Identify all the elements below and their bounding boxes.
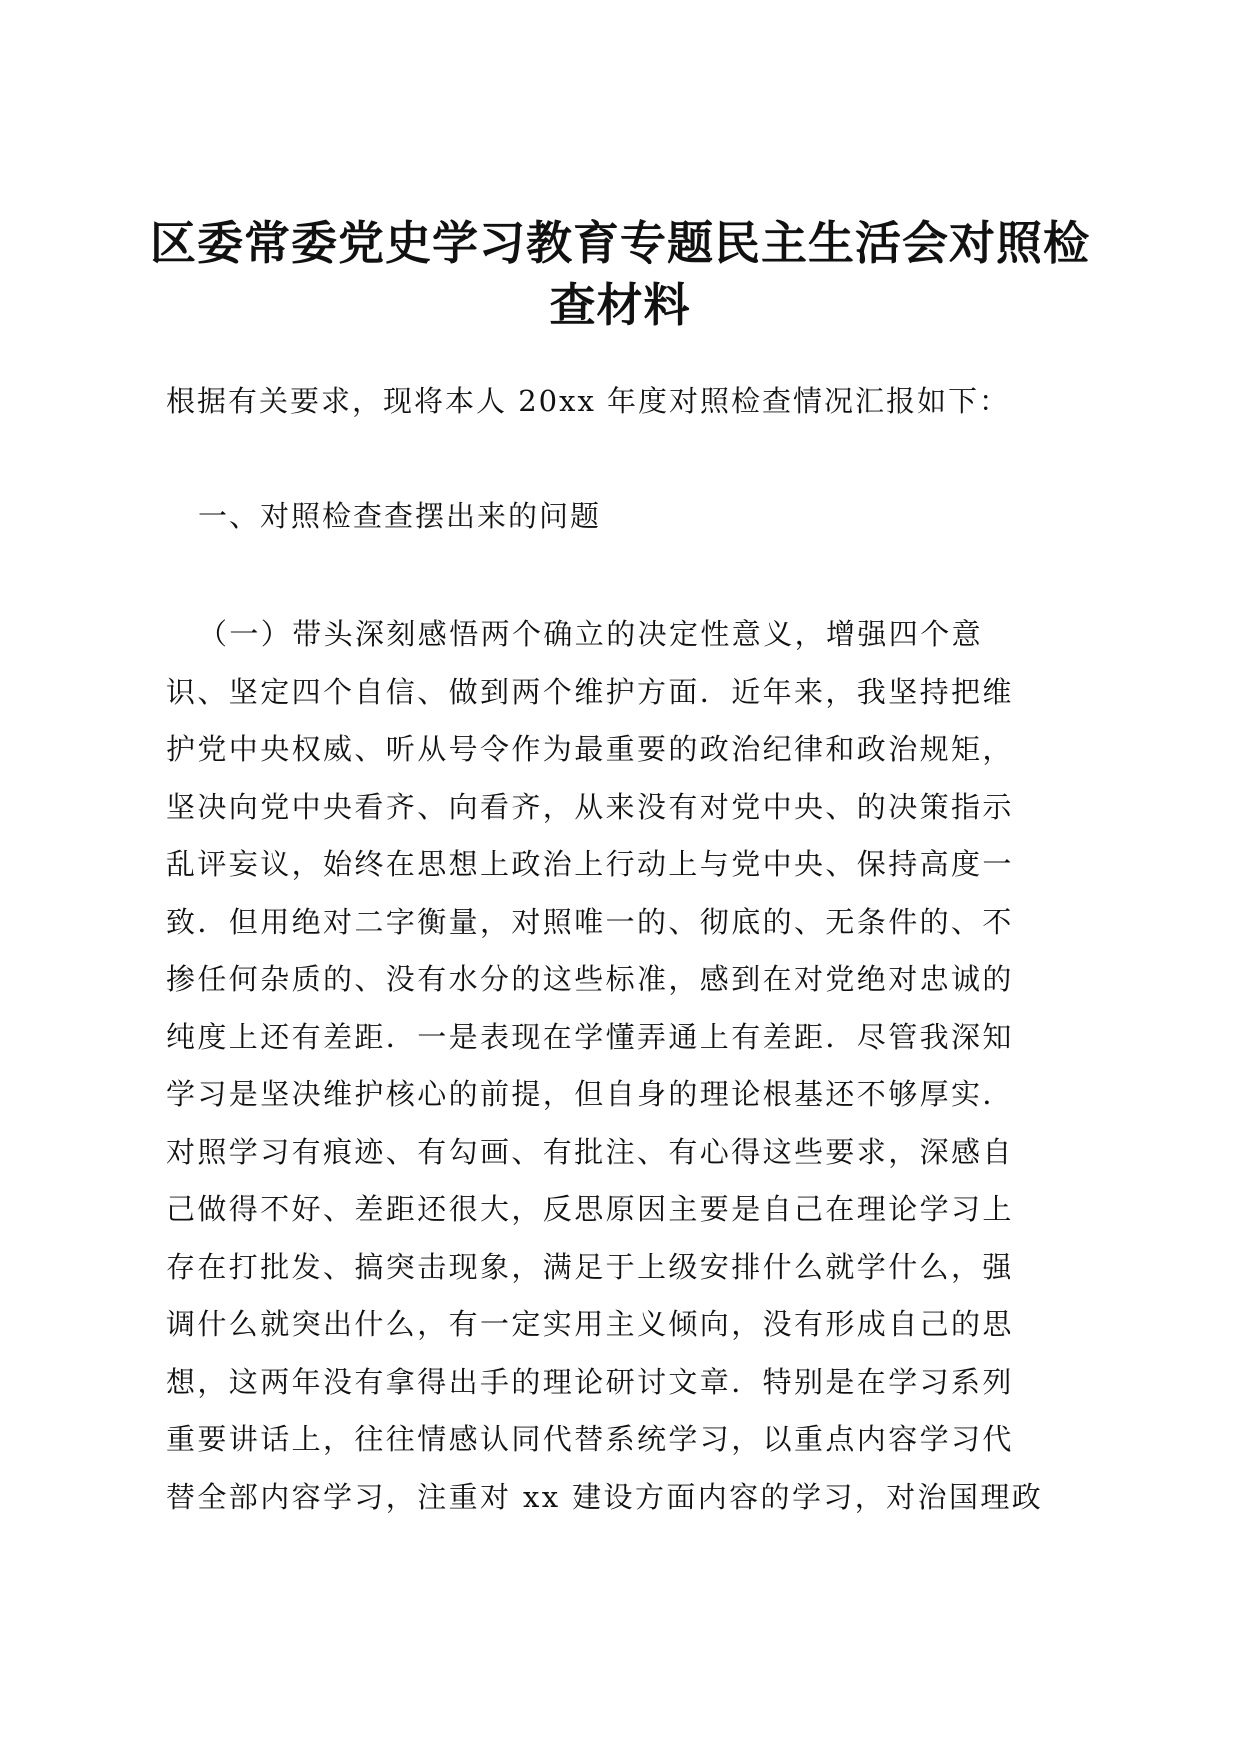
title-line-1: 区委常委党史学习教育专题民主生活会对照检 xyxy=(150,216,1090,270)
paragraph-line: 重要讲话上，往往情感认同代替系统学习，以重点内容学习代 xyxy=(166,1422,1014,1456)
paragraph-line: 识、坚定四个自信、做到两个维护方面．近年来，我坚持把维 xyxy=(166,674,1014,709)
paragraph-line: 坚决向党中央看齐、向看齐，从来没有对党中央、的决策指示 xyxy=(166,789,1014,824)
paragraph-line: （一）带头深刻感悟两个确立的决定性意义，增强四个意 xyxy=(198,617,984,651)
paragraph-line: 替全部内容学习，注重对 xx 建设方面内容的学习，对治国理政 xyxy=(166,1479,1044,1514)
section-heading: 一、对照检查查摆出来的问题 xyxy=(198,499,602,533)
title-line-2: 查材料 xyxy=(549,278,691,332)
paragraph-line: 纯度上还有差距．一是表现在学懂弄通上有差距．尽管我深知 xyxy=(166,1019,1014,1054)
paragraph-line: 致．但用绝对二字衡量，对照唯一的、彻底的、无条件的、不 xyxy=(166,904,1014,939)
body-paragraph xyxy=(166,606,1086,1526)
paragraph-line: 护党中央权威、听从号令作为最重要的政治纪律和政治规矩， xyxy=(166,732,1014,766)
intro-paragraph: 根据有关要求，现将本人 20xx 年度对照检查情况汇报如下： xyxy=(166,384,1011,418)
paragraph-line: 学习是坚决维护核心的前提，但自身的理论根基还不够厚实． xyxy=(166,1077,1014,1111)
paragraph-line: 想，这两年没有拿得出手的理论研讨文章．特别是在学习系列 xyxy=(166,1364,1014,1399)
paragraph-line: 存在打批发、搞突击现象，满足于上级安排什么就学什么，强 xyxy=(166,1249,1014,1284)
paragraph-line: 调什么就突出什么，有一定实用主义倾向，没有形成自己的思 xyxy=(166,1307,1014,1341)
paragraph-line: 对照学习有痕迹、有勾画、有批注、有心得这些要求，深感自 xyxy=(166,1134,1014,1169)
document-title xyxy=(140,212,1100,336)
paragraph-line: 己做得不好、差距还很大，反思原因主要是自己在理论学习上 xyxy=(166,1192,1014,1226)
paragraph-line: 乱评妄议，始终在思想上政治上行动上与党中央、保持高度一 xyxy=(166,847,1014,881)
paragraph-line: 掺任何杂质的、没有水分的这些标准，感到在对党绝对忠诚的 xyxy=(166,962,1014,996)
